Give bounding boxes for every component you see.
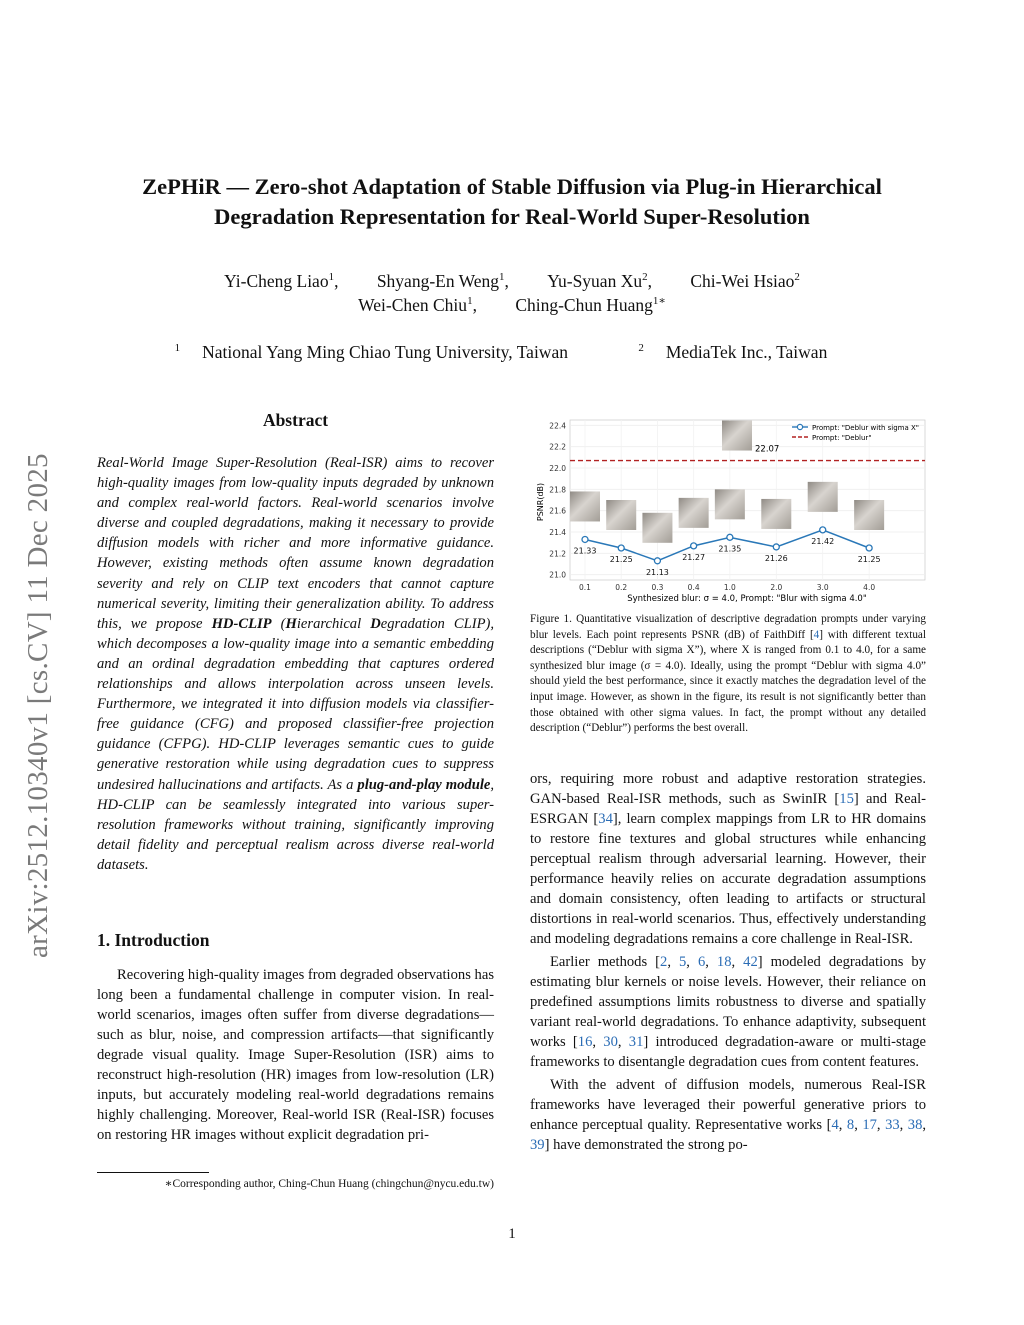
intro-heading: 1. Introduction xyxy=(97,930,210,950)
paper-title xyxy=(60,172,964,232)
affiliation-2: $^2$ MediaTek Inc., Taiwan xyxy=(638,342,828,362)
figure-1-chart xyxy=(530,410,930,610)
data-point xyxy=(582,536,588,542)
reference-value-label: 22.07 xyxy=(755,444,780,455)
right-column-text xyxy=(530,769,926,1155)
y-tick-label: 22.4 xyxy=(549,421,566,431)
point-thumbnail xyxy=(606,500,636,530)
data-label: 21.26 xyxy=(764,553,788,563)
x-tick-label: 0.2 xyxy=(615,583,628,592)
title-line-2: Degradation Representation for Real-World Super-Resolution xyxy=(214,204,810,229)
data-point xyxy=(820,527,826,533)
y-tick-label: 22.2 xyxy=(549,442,566,452)
x-axis-label: Synthesized blur: σ = 4.0, Prompt: "Blur with sigma 4.0" xyxy=(627,594,867,604)
reference-thumbnail xyxy=(722,421,752,451)
data-label: 21.25 xyxy=(857,555,881,564)
y-tick-label: 21.0 xyxy=(549,570,566,580)
point-thumbnail xyxy=(679,498,709,528)
data-label: 21.13 xyxy=(645,567,669,577)
point-thumbnail xyxy=(854,500,884,530)
data-point xyxy=(654,558,660,564)
data-point xyxy=(773,544,779,550)
data-point xyxy=(727,534,733,540)
author-2: Shyang-En Weng$^1$, xyxy=(376,271,509,291)
psnr-line-chart xyxy=(530,410,930,610)
x-tick-label: 3.0 xyxy=(816,583,829,592)
author-row-1 xyxy=(60,270,964,293)
paragraph-gan: ors, requiring more robust and adaptive restoration strategies. GAN-based Real-ISR methods, such as SwinIR [15] and Real-ESRGAN [34], learn complex mappings from LR to HR domains to restore fine textures and global structures while enhancing perceptual realism through adversarial learning. However, their performance heavily relies on accurate degradation assumptions and domain consistency, often leading to artifacts or structural distortions in real-world scenarios. Thus, effectively understanding and modeling degradations remains a core challenge in Real-ISR. xyxy=(530,771,927,947)
x-tick-label: 2.0 xyxy=(770,583,783,592)
point-thumbnail xyxy=(715,489,745,519)
y-axis-label: PSNR(dB) xyxy=(536,482,545,522)
data-label: 21.42 xyxy=(811,536,835,546)
data-label: 21.33 xyxy=(573,546,597,556)
footnote-rule xyxy=(97,1172,209,1173)
author-3: Yu-Syuan Xu$^2$, xyxy=(547,271,652,291)
page-number: 1 xyxy=(508,1226,516,1242)
point-thumbnail xyxy=(570,491,600,521)
paragraph-diffusion: With the advent of diffusion models, numerous Real-ISR frameworks have leveraged their powerful generative priors to enhance perceptual quality. Representative works [4, 8, 17, 33, 38, 39] have demonstrated the strong po- xyxy=(530,1077,927,1153)
x-tick-label: 0.1 xyxy=(579,583,591,592)
y-tick-label: 21.8 xyxy=(549,485,566,495)
y-tick-label: 21.2 xyxy=(549,549,566,559)
data-point xyxy=(618,545,624,551)
affiliations xyxy=(60,342,964,363)
y-tick-label: 21.6 xyxy=(549,506,566,516)
x-tick-label: 0.3 xyxy=(651,583,664,592)
author-4: Chi-Wei Hsiao$^2$ xyxy=(690,271,800,291)
abstract-text: Real-World Image Super-Resolution (Real-ISR) aims to recover high-quality images from low-quality inputs degraded by unknown and complex real-world factors. Real-world scenarios involve diverse and coupled degradations, making it necessary to provide diffusion models with richer and more informative guidance. However, existing methods often assume known degradation severity and rely on CLIP text encoders that cannot capture numerical severity, limiting their generalization ability. To address this, we propose HD-CLIP (Hierarchical Degradation CLIP), which decomposes a low-quality image into a semantic embedding and an ordinal degradation embedding that captures ordered relationships and allows interpolation across unseen levels. Furthermore, we integrated it into diffusion models via classifier-free guidance (CFG) and proposed classifier-free projection guidance (CFPG). HD-CLIP leverages semantic cues to guide generative restoration while using degradation cues to suppress undesired hallucinations and artifacts. As a plug-and-play module, HD-CLIP can be seamlessly integrated into various super-resolution frameworks without training, significantly improving detail fidelity and perceptual realism across diverse real-world datasets. xyxy=(97,455,495,873)
arxiv-stamp: arXiv:2512.10340v1 [cs.CV] 11 Dec 2025 xyxy=(22,453,54,958)
data-point xyxy=(691,543,697,549)
point-thumbnail xyxy=(761,499,791,529)
legend-reference-label: Prompt: "Deblur" xyxy=(812,434,872,442)
figure-1-caption: Figure 1. Quantitative visualization of descriptive degradation prompts under varying blur levels. Each point represents PSNR (dB) of FaithDiff [4] with different textual descriptions (“Deblur with sigma X”), where X is ranged from 0.1 to 4.0, for a same synthesized blur image (σ = 4.0). Ideally, using the prompt “Deblur with sigma 4.0” should yield the best performance, since it exactly matches the degradation level of the input image. However, as shown in the figure, its result is not significantly better than those obtained with other sigma values. In fact, the prompt without any detailed description (“Deblur”) performs the best overall. xyxy=(530,613,926,735)
intro-paragraph: Recovering high-quality images from degraded observations has long been a fundamental challenge in computer vision. In real-world scenarios, images often suffer from diverse degradations—such as blur, noise, and compression artifacts—that significantly degrade visual quality. Image Super-Resolution (ISR) aims to reconstruct high-resolution (HR) images from low-resolution (LR) inputs, but accurately modeling real-world degradations remains highly challenging. Moreover, Real-world ISR (Real-ISR) focuses on restoring HR images without explicit degradation pri- xyxy=(97,967,494,1143)
footnote: ∗Corresponding author, Ching-Chun Huang (chingchun@nycu.edu.tw) xyxy=(164,1178,494,1190)
affiliation-1: $^1$ National Yang Ming Chiao Tung University, Taiwan xyxy=(174,342,568,362)
x-tick-label: 1.0 xyxy=(723,583,736,592)
data-label: 21.25 xyxy=(609,555,633,564)
y-tick-label: 21.4 xyxy=(549,528,566,537)
point-thumbnail xyxy=(808,482,838,512)
abstract-heading: Abstract xyxy=(262,410,329,430)
paragraph-earlier: Earlier methods [2, 5, 6, 18, 42] modeled degradations by estimating blur kernels or noise levels. However, their reliance on predefined assumptions limits robustness to diverse and spatially variant real-world degradations. To enhance adaptivity, subsequent works [16, 30, 31] introduced degradation-aware or multi-stage frameworks to disentangle degradation cues from content features. xyxy=(530,954,927,1070)
data-label: 21.35 xyxy=(718,544,742,554)
x-tick-label: 0.4 xyxy=(687,583,700,592)
data-label: 21.27 xyxy=(682,552,706,562)
y-tick-label: 22.0 xyxy=(549,464,566,473)
author-5: Wei-Chen Chiu$^1$, xyxy=(358,295,477,315)
legend-series-marker xyxy=(797,424,802,429)
data-point xyxy=(866,545,872,551)
author-row-2 xyxy=(60,294,964,317)
title-line-1: ZePHiR — Zero-shot Adaptation of Stable Diffusion via Plug-in Hierarchical xyxy=(142,174,882,199)
x-tick-label: 4.0 xyxy=(863,583,876,592)
legend-series-label: Prompt: "Deblur with sigma X" xyxy=(812,424,919,432)
point-thumbnail xyxy=(642,513,672,543)
author-6: Ching-Chun Huang$^{1∗}$ xyxy=(515,295,666,315)
author-1: Yi-Cheng Liao$^1$, xyxy=(224,271,339,291)
